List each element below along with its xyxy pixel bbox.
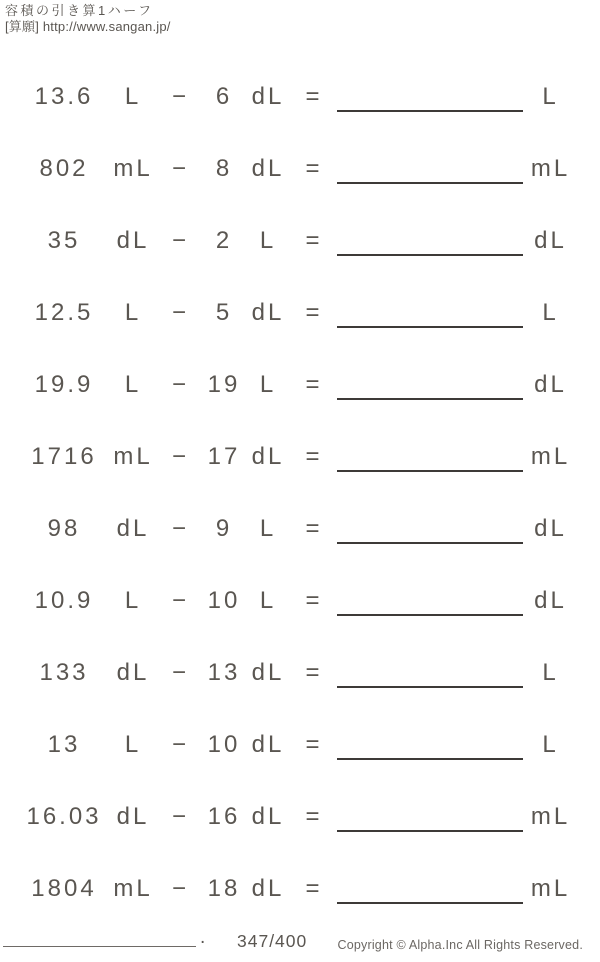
answer-line bbox=[337, 542, 523, 544]
equals-sign: = bbox=[305, 515, 323, 542]
answer-line bbox=[337, 686, 523, 688]
answer-blank bbox=[337, 797, 523, 841]
minus-operator: − bbox=[171, 731, 189, 758]
equals-sign: = bbox=[305, 371, 323, 398]
problem-row bbox=[0, 149, 600, 193]
equals-sign: = bbox=[305, 659, 323, 686]
answer-blank bbox=[337, 509, 523, 553]
problem-row bbox=[0, 437, 600, 481]
page-header bbox=[5, 3, 171, 35]
subtrahend-value: 6 bbox=[215, 83, 233, 110]
subtrahend-value: 2 bbox=[215, 227, 233, 254]
answer-unit: mL bbox=[530, 803, 571, 830]
subtrahend-unit: dL bbox=[251, 731, 285, 758]
equals-sign: = bbox=[305, 803, 323, 830]
equals-sign: = bbox=[305, 227, 323, 254]
answer-line bbox=[337, 758, 523, 760]
minuend-unit: L bbox=[124, 587, 142, 614]
problem-row bbox=[0, 77, 600, 121]
problem-row bbox=[0, 581, 600, 625]
problem-row bbox=[0, 509, 600, 553]
minus-operator: − bbox=[171, 443, 189, 470]
answer-blank bbox=[337, 869, 523, 913]
answer-blank bbox=[337, 437, 523, 481]
minuend-unit: dL bbox=[116, 227, 150, 254]
problem-row bbox=[0, 221, 600, 265]
copyright-text: Copyright © Alpha.Inc All Rights Reserved. bbox=[337, 938, 583, 952]
subtrahend-value: 17 bbox=[207, 443, 241, 470]
minuend-value: 802 bbox=[39, 155, 89, 182]
answer-unit: mL bbox=[530, 875, 571, 902]
subtrahend-value: 19 bbox=[207, 371, 241, 398]
minuend-value: 35 bbox=[47, 227, 81, 254]
minuend-unit: L bbox=[124, 83, 142, 110]
minuend-unit: L bbox=[124, 371, 142, 398]
answer-blank bbox=[337, 77, 523, 121]
subtrahend-unit: dL bbox=[251, 299, 285, 326]
subtrahend-unit: dL bbox=[251, 659, 285, 686]
name-line bbox=[3, 946, 196, 947]
subtrahend-unit: L bbox=[259, 587, 277, 614]
problem-row bbox=[0, 797, 600, 841]
subtrahend-value: 13 bbox=[207, 659, 241, 686]
subtrahend-value: 9 bbox=[215, 515, 233, 542]
answer-blank bbox=[337, 221, 523, 265]
minuend-value: 10.9 bbox=[34, 587, 94, 614]
answer-line bbox=[337, 614, 523, 616]
equals-sign: = bbox=[305, 731, 323, 758]
equals-sign: = bbox=[305, 83, 323, 110]
equals-sign: = bbox=[305, 155, 323, 182]
equals-sign: = bbox=[305, 587, 323, 614]
minus-operator: − bbox=[171, 83, 189, 110]
problem-row bbox=[0, 725, 600, 769]
minuend-unit: L bbox=[124, 299, 142, 326]
name-line-period: . bbox=[200, 927, 206, 948]
subtrahend-value: 18 bbox=[207, 875, 241, 902]
minus-operator: − bbox=[171, 299, 189, 326]
answer-blank bbox=[337, 581, 523, 625]
minuend-unit: mL bbox=[113, 443, 153, 470]
answer-blank bbox=[337, 653, 523, 697]
answer-unit: L bbox=[542, 83, 559, 110]
answer-blank bbox=[337, 365, 523, 409]
answer-blank bbox=[337, 725, 523, 769]
minuend-value: 19.9 bbox=[34, 371, 94, 398]
answer-unit: dL bbox=[534, 515, 567, 542]
answer-blank bbox=[337, 293, 523, 337]
subtrahend-value: 16 bbox=[207, 803, 241, 830]
problem-row bbox=[0, 365, 600, 409]
source-url: [算願] http://www.sangan.jp/ bbox=[5, 19, 171, 34]
minuend-value: 13.6 bbox=[34, 83, 94, 110]
subtrahend-value: 8 bbox=[215, 155, 233, 182]
minus-operator: − bbox=[171, 515, 189, 542]
subtrahend-unit: dL bbox=[251, 875, 285, 902]
minuend-value: 1804 bbox=[31, 875, 97, 902]
minuend-unit: dL bbox=[116, 515, 150, 542]
minuend-value: 16.03 bbox=[26, 803, 102, 830]
minuend-value: 98 bbox=[47, 515, 81, 542]
problem-row bbox=[0, 869, 600, 913]
minus-operator: − bbox=[171, 587, 189, 614]
answer-line bbox=[337, 830, 523, 832]
problem-row bbox=[0, 653, 600, 697]
minuend-unit: mL bbox=[113, 875, 153, 902]
minuend-unit: L bbox=[124, 731, 142, 758]
answer-line bbox=[337, 254, 523, 256]
minus-operator: − bbox=[171, 803, 189, 830]
answer-unit: L bbox=[542, 299, 559, 326]
answer-blank bbox=[337, 149, 523, 193]
minuend-unit: dL bbox=[116, 803, 150, 830]
minus-operator: − bbox=[171, 155, 189, 182]
answer-line bbox=[337, 398, 523, 400]
minuend-unit: dL bbox=[116, 659, 150, 686]
answer-unit: dL bbox=[534, 371, 567, 398]
minus-operator: − bbox=[171, 659, 189, 686]
answer-line bbox=[337, 326, 523, 328]
minus-operator: − bbox=[171, 875, 189, 902]
problem-row bbox=[0, 293, 600, 337]
answer-unit: mL bbox=[530, 443, 571, 470]
subtrahend-unit: L bbox=[259, 227, 277, 254]
answer-unit: dL bbox=[534, 587, 567, 614]
subtrahend-unit: dL bbox=[251, 83, 285, 110]
minuend-value: 133 bbox=[39, 659, 89, 686]
answer-unit: L bbox=[542, 731, 559, 758]
minuend-unit: mL bbox=[113, 155, 153, 182]
page-number: 347/400 bbox=[237, 931, 308, 951]
equals-sign: = bbox=[305, 875, 323, 902]
equals-sign: = bbox=[305, 299, 323, 326]
subtrahend-unit: dL bbox=[251, 155, 285, 182]
worksheet-title: 容積の引き算1ハーフ bbox=[5, 3, 154, 18]
subtrahend-value: 10 bbox=[207, 731, 241, 758]
subtrahend-unit: dL bbox=[251, 803, 285, 830]
subtrahend-value: 10 bbox=[207, 587, 241, 614]
subtrahend-unit: L bbox=[259, 371, 277, 398]
answer-line bbox=[337, 110, 523, 112]
answer-line bbox=[337, 182, 523, 184]
minuend-value: 13 bbox=[47, 731, 81, 758]
subtrahend-unit: dL bbox=[251, 443, 285, 470]
answer-line bbox=[337, 470, 523, 472]
subtrahend-value: 5 bbox=[215, 299, 233, 326]
answer-line bbox=[337, 902, 523, 904]
subtrahend-unit: L bbox=[259, 515, 277, 542]
minuend-value: 1716 bbox=[31, 443, 97, 470]
equals-sign: = bbox=[305, 443, 323, 470]
minus-operator: − bbox=[171, 371, 189, 398]
answer-unit: mL bbox=[530, 155, 571, 182]
answer-unit: L bbox=[542, 659, 559, 686]
answer-unit: dL bbox=[534, 227, 567, 254]
minus-operator: − bbox=[171, 227, 189, 254]
minuend-value: 12.5 bbox=[34, 299, 94, 326]
